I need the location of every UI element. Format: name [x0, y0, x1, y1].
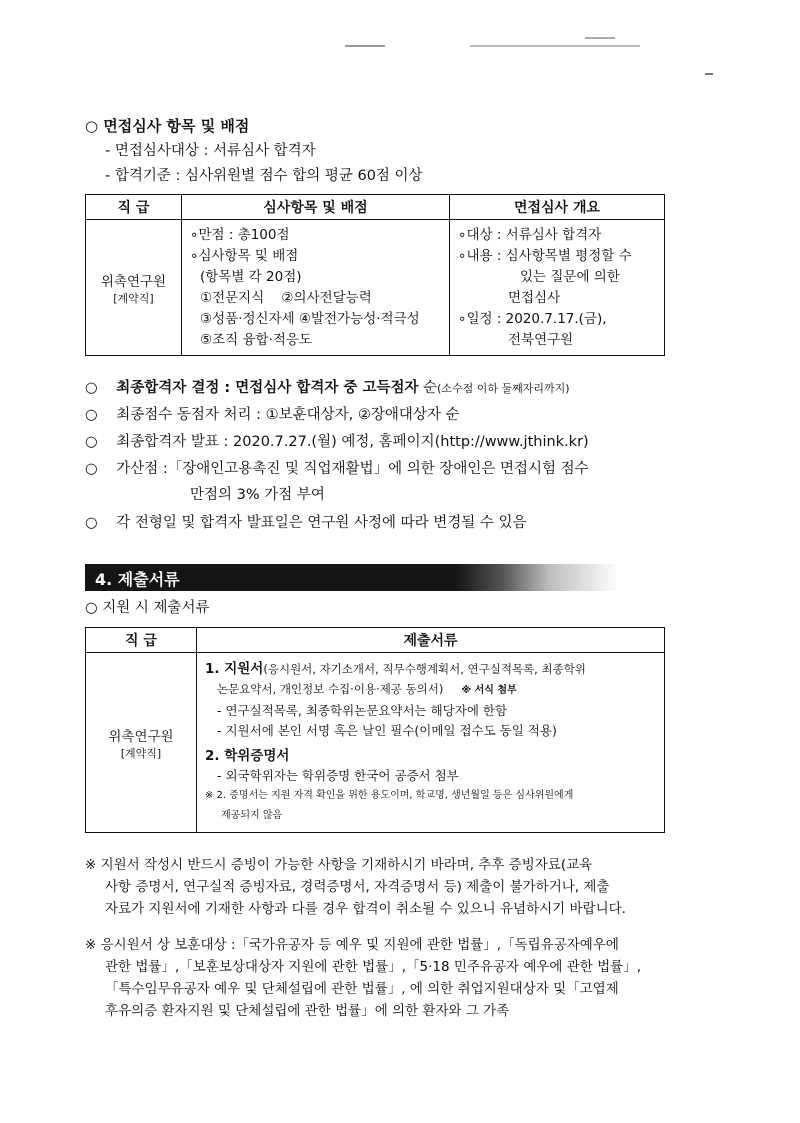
bullet-circle-icon: ○ — [85, 515, 98, 531]
overview-line: ∘대상 : 서류심사 합격자 — [458, 226, 602, 243]
interview-table — [85, 194, 665, 356]
tie-notice — [85, 405, 460, 425]
footnote2-line: 관한 법률」,「보훈보상대상자 지원에 관한 법률」,「5·18 민주유공자 예우에 관한 법률」, — [105, 959, 641, 975]
items-line: ③성품·정신자세 ④발전가능성·적극성 — [200, 310, 420, 327]
footnote1-line: ※ 지원서 작성시 반드시 증빙이 가능한 사항을 기재하시기 바라며, 추후 증빙자료(교육 — [85, 857, 593, 873]
overview-line: 면접심사 — [508, 289, 561, 306]
overview-line: 있는 질문에 의한 — [520, 268, 620, 285]
doc1-sub1: - 연구실적목록, 최종학위논문요약서는 해당자에 한함 — [217, 703, 508, 718]
items-line: ①전문지식 ②의사전달능력 — [200, 289, 372, 306]
bullet-circle-icon: ○ — [85, 461, 98, 477]
doc1-detail2: 논문요약서, 개인정보 수집·이용·제공 동의서) — [217, 682, 444, 696]
section4-title: 4. 제출서류 — [95, 570, 180, 589]
doc1-detail: (응시원서, 자기소개서, 직무수행계획서, 연구실적목록, 최종학위 — [263, 662, 586, 676]
doc2-note1: ※ 2. 증명서는 지원 자격 확인을 위한 용도이며, 학교명, 생년월일 등은 심사위원에게 — [205, 790, 574, 801]
interview-heading: ○ 면접심사 항목 및 배점 — [85, 117, 250, 135]
documents-table — [85, 627, 665, 833]
change-notice — [85, 513, 527, 533]
final-pass-small: (소수점 이하 둘째자리까지) — [437, 382, 570, 395]
col-header-position: 직 급 — [86, 628, 197, 653]
col-header-position: 직 급 — [86, 195, 182, 220]
items-line: ∘심사항목 및 배점 — [190, 247, 299, 264]
col-header-items: 심사항목 및 배점 — [182, 195, 450, 220]
position-type: [계약직] — [113, 291, 154, 305]
position-type: [계약직] — [120, 746, 162, 760]
final-pass-rest: 순 — [423, 380, 438, 396]
interview-target: - 면접심사대상 : 서류심사 합격자 — [105, 143, 316, 159]
bullet-circle-icon: ○ — [85, 380, 98, 396]
documents-cell — [197, 653, 665, 833]
doc2-note2: 제공되지 않음 — [221, 810, 283, 821]
overview-cell — [450, 220, 665, 356]
announce-text: 최종합격자 발표 : 2020.7.27.(월) 예정, 홈페이지(http://www.jthink.kr) — [116, 434, 589, 450]
tie-text: 최종점수 동점자 처리 : ①보훈대상자, ②장애대상자 순 — [116, 407, 460, 423]
doc1-note: ※ 서식 첨부 — [461, 685, 517, 696]
section4-title-bar — [85, 564, 665, 591]
scan-noise — [345, 45, 385, 47]
position-name: 위촉연구원 — [100, 273, 167, 290]
scan-noise — [585, 37, 615, 39]
items-line: ⑤조직 융합·적응도 — [200, 331, 312, 348]
bonus-notice — [85, 459, 589, 479]
items-line: ∘만점 : 총100점 — [190, 226, 290, 243]
doc2-title: 2. 학위증명서 — [205, 748, 290, 764]
footnote2-line: 「특수임무유공자 예우 및 단체설립에 관한 법률」, 에 의한 취업지원대상자 및「고엽제 — [105, 981, 619, 997]
footnote2-line: ※ 응시원서 상 보훈대상 :「국가유공자 등 예우 및 지원에 관한 법률」,「독립유공자예우에 — [85, 937, 619, 953]
overview-line: ∘일정 : 2020.7.17.(금), — [458, 310, 607, 327]
final-pass-notice — [85, 378, 570, 399]
bonus-text-1: 가산점 :「장애인고용촉진 및 직업재활법」에 의한 장애인은 면접시험 점수 — [116, 461, 589, 477]
doc1-title: 1. 지원서 — [205, 661, 264, 677]
final-pass-bold: 최종합격자 결정 : 면접심사 합격자 중 고득점자 — [116, 380, 419, 396]
announce-notice — [85, 432, 589, 452]
position-cell — [86, 220, 182, 356]
scan-noise — [705, 73, 713, 75]
footnote1-line: 자료가 지원서에 기재한 사항과 다를 경우 합격이 취소될 수 있으니 유념하시기 바랍니다. — [105, 901, 626, 917]
interview-criteria: - 합격기준 : 심사위원별 점수 합의 평균 60점 이상 — [105, 168, 423, 184]
footnote1-line: 사항 증명서, 연구실적 증빙자료, 경력증명서, 자격증명서 등) 제출이 불가하거나, 제출 — [105, 879, 610, 895]
col-header-overview: 면접심사 개요 — [450, 195, 665, 220]
position-name: 위촉연구원 — [108, 728, 174, 745]
items-cell — [182, 220, 450, 356]
section4-subheading: ○ 지원 시 제출서류 — [85, 600, 210, 616]
bullet-circle-icon: ○ — [85, 407, 98, 423]
bonus-text-2: 만점의 3% 가점 부여 — [190, 487, 325, 503]
items-line: (항목별 각 20점) — [200, 268, 302, 285]
bullet-circle-icon: ○ — [85, 434, 98, 450]
footnote2-line: 후유의증 환자지원 및 단체설립에 관한 법률」에 의한 환자와 그 가족 — [105, 1003, 510, 1019]
overview-line: 전북연구원 — [508, 331, 574, 348]
doc1-sub2: - 지원서에 본인 서명 혹은 날인 필수(이메일 접수도 동일 적용) — [217, 723, 557, 738]
position-cell — [86, 653, 197, 833]
scan-noise — [470, 45, 640, 47]
doc2-sub1: - 외국학위자는 학위증명 한국어 공증서 첨부 — [217, 768, 459, 783]
col-header-documents: 제출서류 — [197, 628, 665, 653]
change-text: 각 전형일 및 합격자 발표일은 연구원 사정에 따라 변경될 수 있음 — [116, 515, 527, 531]
overview-line: ∘내용 : 심사항목별 평정할 수 — [458, 247, 632, 264]
